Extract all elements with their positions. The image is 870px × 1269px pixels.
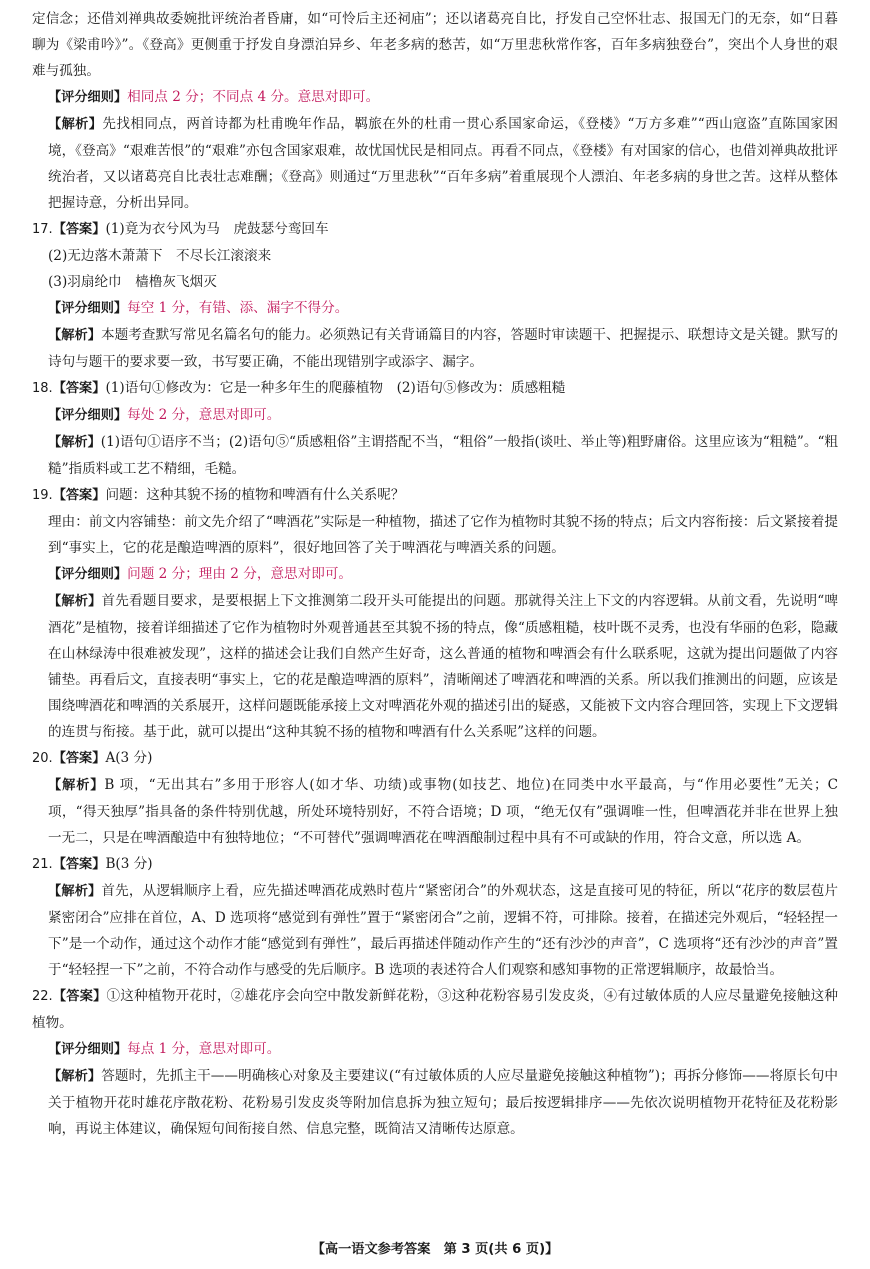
answer-label: 【答案】: [52, 222, 106, 237]
q22-analysis: [32, 1063, 838, 1142]
q20-analysis: [32, 772, 838, 851]
q18-answer: [32, 375, 838, 402]
q21-answer-text: B(3 分): [105, 856, 153, 872]
q21-analysis-text: 首先，从逻辑顺序上看，应先描述啤酒花成熟时苞片“紧密闭合”的外观状态，这是直接可见的特征，所以“花序的数层苞片紧密闭合”应排在首位，A、D 选项将“感觉到有弹性”置于“紧密闭合”之前，逻辑不符，可排除。接着，在描述完外观后，“轻轻捏一下”是一个动作，通过这个动作才能“感觉到有弹性”，最后再描述伴随动作产生的“还有沙沙的声音”，C 选项将“还有沙沙的声音”置于“轻轻捏一下”之前，不符合动作与感受的先后顺序。B 选项的表述符合人们观察和感知事物的正常逻辑顺序，故最恰当。: [48, 883, 838, 978]
q16-continued-text: 定信念；还借刘禅典故委婉批评统治者昏庸，如“可怜后主还祠庙”；还以诸葛亮自比，抒发自己空怀壮志、报国无门的无奈，如“日暮聊为《梁甫吟》”。《登高》更侧重于抒发自身漂泊异乡、年老多病的愁苦，如“万里悲秋常作客，百年多病独登台”，突出个人身世的艰难与孤独。: [32, 11, 838, 79]
q19-analysis: [32, 588, 838, 745]
q16-criteria: [32, 84, 838, 111]
q17-analysis-text: 本题考查默写常见名篇名句的能力。必须熟记有关背诵篇目的内容，答题时审读题干、把握提示、联想诗文是关键。默写的诗句与题干的要求要一致，书写要正确，不能出现错别字或添字、漏字。: [48, 327, 839, 370]
criteria-label: 【评分细则】: [48, 408, 128, 423]
q22-answer: [32, 983, 838, 1036]
answer-label: 【答案】: [52, 751, 106, 766]
q22-criteria: [32, 1036, 838, 1063]
q21-answer: [32, 851, 838, 878]
q16-analysis: [32, 111, 838, 216]
q21-analysis: [32, 878, 838, 983]
q17-answer-3: (3)羽扇纶巾 樯橹灰飞烟灭: [48, 274, 217, 290]
q18-criteria: [32, 402, 838, 429]
analysis-label: 【解析】: [48, 435, 101, 450]
q19-answer: [32, 482, 838, 509]
q18-analysis: [32, 429, 838, 482]
criteria-label: 【评分细则】: [48, 567, 128, 582]
q18-criteria-text: 每处 2 分，意思对即可。: [127, 407, 281, 423]
q19-reason: 理由：前文内容铺垫：前文先介绍了“啤酒花”实际是一种植物，描述了它作为植物时其貌不扬的特点；后文内容衔接：后文紧接着提到“事实上，它的花是酿造啤酒的原料”，很好地回答了关于啤酒花与啤酒关系的问题。: [48, 514, 838, 556]
q19-criteria-text: 问题 2 分；理由 2 分，意思对即可。: [127, 566, 353, 582]
q22-analysis-text: 答题时，先抓主干——明确核心对象及主要建议(“有过敏体质的人应尽量避免接触这种植物”)；再拆分修饰——将原长句中关于植物开花时雄花序散花粉、花粉易引发皮炎等附加信息拆为独立短句；最后按逻辑排序——先依次说明植物开花特征及花粉影响，再说主体建议，确保短句间衔接自然、信息完整，既简洁又清晰传达原意。: [48, 1068, 838, 1137]
q17-criteria: [32, 295, 838, 322]
analysis-label: 【解析】: [48, 328, 101, 343]
answer-label: 【答案】: [52, 857, 106, 872]
analysis-label: 【解析】: [48, 117, 103, 132]
analysis-label: 【解析】: [48, 594, 102, 609]
q18-number: 18.: [32, 381, 53, 396]
q17-answer: [32, 216, 838, 243]
q16-criteria-text: 相同点 2 分；不同点 4 分。意思对即可。: [127, 89, 380, 105]
q20-number: 20.: [32, 751, 53, 766]
answer-label: 【答案】: [52, 989, 107, 1004]
criteria-label: 【评分细则】: [48, 1042, 128, 1057]
q17-answer-1: (1)竟为衣兮风为马 虎鼓瑟兮鸾回车: [105, 221, 329, 237]
q21-number: 21.: [32, 857, 53, 872]
page-footer: 【高一语文参考答案 第 3 页(共 6 页)】: [311, 1242, 559, 1257]
analysis-label: 【解析】: [48, 778, 105, 793]
q19-criteria: [32, 561, 838, 588]
analysis-label: 【解析】: [48, 1069, 102, 1084]
q19-number: 19.: [32, 488, 53, 503]
criteria-label: 【评分细则】: [48, 90, 128, 105]
answer-label: 【答案】: [52, 488, 106, 503]
q17-answer-2: (2)无边落木萧萧下 不尽长江滚滚来: [48, 248, 272, 264]
q16-analysis-text: 先找相同点，两首诗都为杜甫晚年作品，羁旅在外的杜甫一贯心系国家命运，《登楼》“万方多难”“西山寇盗”直陈国家困境，《登高》“艰难苦恨”的“艰难”亦包含国家艰难，故忧国忧民是相同点。再看不同点，《登楼》有对国家的信心，也借刘禅典故批评统治者，又以诸葛亮自比表壮志难酬；《登高》则通过“万里悲秋”“百年多病”着重展现个人漂泊、年老多病的身世之苦。这样从整体把握诗意，分析出异同。: [48, 116, 839, 211]
analysis-label: 【解析】: [48, 884, 102, 899]
q17-number: 17.: [32, 222, 53, 237]
q17-criteria-text: 每空 1 分，有错、添、漏字不得分。: [127, 300, 349, 316]
q22-number: 22.: [32, 989, 53, 1004]
q19-answer-text: 问题：这种其貌不扬的植物和啤酒有什么关系呢？: [105, 487, 405, 503]
q20-answer-text: A(3 分): [105, 750, 153, 766]
q20-analysis-text: B 项，“无出其右”多用于形容人(如才华、功绩)或事物(如技艺、地位)在同类中水平最高，与“作用必要性”无关；C 项，“得天独厚”指具备的条件特别优越，所处环境特别好，不符合语境；D 项，“绝无仅有”强调唯一性，但啤酒花并非在世界上独一无二，只是在啤酒酿造中有独特地位；“不可替代”强调啤酒花在啤酒酿制过程中具有不可或缺的作用，符合文意，所以选 A。: [48, 777, 838, 846]
answer-label: 【答案】: [52, 381, 106, 396]
q18-answer-text: (1)语句①修改为：它是一种多年生的爬藤植物 (2)语句⑤修改为：质感粗糙: [105, 380, 566, 396]
q18-analysis-text: (1)语句①语序不当；(2)语句⑤“质感粗俗”主谓搭配不当，“粗俗”一般指(谈吐、举止等)粗野庸俗。这里应该为“粗糙”。“粗糙”指质料或工艺不精细，毛糙。: [48, 434, 839, 477]
q19-analysis-text: 首先看题目要求，是要根据上下文推测第二段开头可能提出的问题。那就得关注上下文的内容逻辑。从前文看，先说明“啤酒花”是植物，接着详细描述了它作为植物时外观普通甚至其貌不扬的特点，像“质感粗糙，枝叶既不灵秀，也没有华丽的色彩，隐藏在山林绿涛中很难被发现”，这样的描述会让我们自然产生好奇，这么普通的植物和啤酒会有什么联系呢，这就为提出问题做了内容铺垫。再看后文，直接表明“事实上，它的花是酿造啤酒的原料”，清晰阐述了啤酒花和啤酒的关系。所以我们推测出的问题，应该是围绕啤酒花和啤酒的关系展开，这样问题既能承接上文对啤酒花外观的描述引出的疑惑，又能被下文内容合理回答，实现上下文逻辑的连贯与衔接。基于此，就可以提出“这种其貌不扬的植物和啤酒有什么关系呢”这样的问题。: [48, 593, 839, 740]
q17-analysis: [32, 322, 838, 375]
q22-criteria-text: 每点 1 分，意思对即可。: [127, 1041, 281, 1057]
q22-answer-text: ①这种植物开花时，②雄花序会向空中散发新鲜花粉，③这种花粉容易引发皮炎，④有过敏体质的人应尽量避免接触这种植物。: [32, 988, 838, 1031]
q20-answer: [32, 745, 838, 772]
criteria-label: 【评分细则】: [48, 301, 128, 316]
